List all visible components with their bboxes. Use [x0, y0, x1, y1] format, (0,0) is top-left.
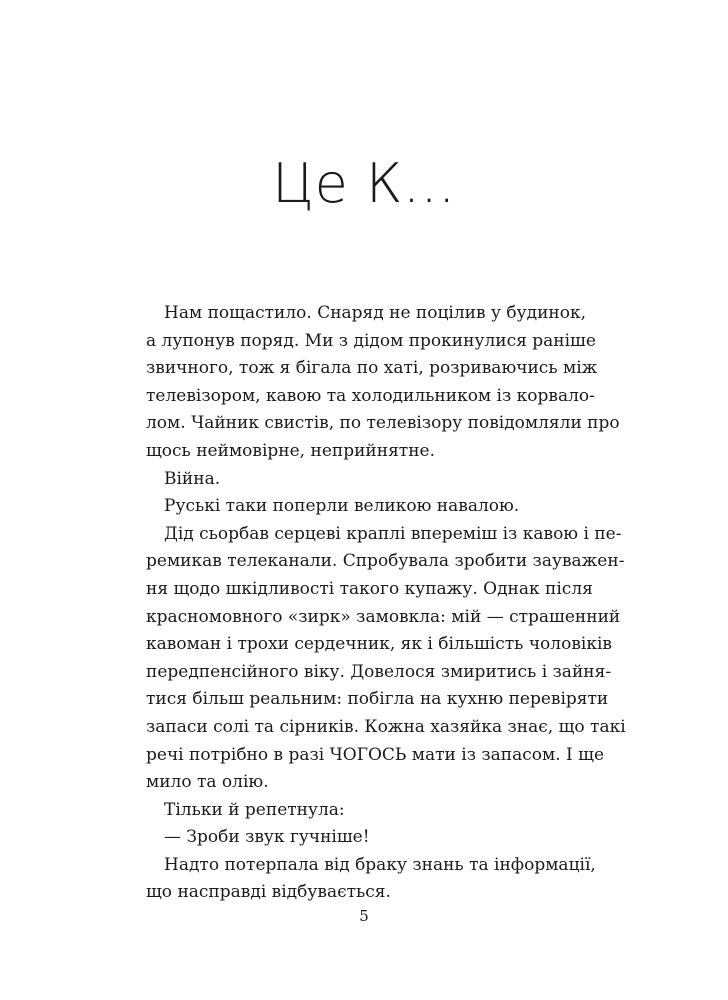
paragraph [146, 521, 626, 797]
chapter-title: Це К... [272, 152, 456, 215]
text-line: кавоман і трохи сердечник, як і більшість чоловіків [146, 634, 612, 655]
text-line: Руські таки поперли великою навалою. [164, 496, 520, 517]
text-line: Нам пощастило. Снаряд не поцілив у будинок, [164, 303, 587, 323]
paragraph [146, 300, 620, 466]
text-line: красномовного «зирк» замовкла: мій — страшенний [146, 606, 621, 627]
text-line: мило та олію. [146, 772, 269, 793]
text-line: — Зроби звук гучніше! [164, 827, 370, 848]
text-line: ня щодо шкідливості такого купажу. Однак після [146, 578, 593, 599]
paragraph [146, 852, 596, 907]
text-line: Надто потерпала від браку знань та інформації, [164, 854, 596, 875]
text-line: ремикав телеканали. Спробувала зробити зауважен- [146, 551, 625, 572]
text-line: Війна. [164, 468, 221, 489]
text-line: Тільки й репетнула: [164, 799, 345, 820]
text-line: звичного, тож я бігала по хаті, розриваючись між [146, 358, 598, 379]
text-line: лом. Чайник свистів, по телевізору повідомляли про [146, 413, 620, 434]
paragraph [146, 493, 583, 521]
text-line: тися більш реальним: побігла на кухню перевіряти [146, 689, 609, 710]
chapter-body-text [146, 300, 626, 907]
paragraph [146, 466, 583, 494]
text-line: телевізором, кавою та холодильником із корвало- [146, 385, 595, 406]
text-line: речі потрібно в разі ЧОГОСЬ мати із запасом. І ще [146, 744, 605, 765]
text-line: Дід сьорбав серцеві краплі впереміш із кавою і пе- [164, 523, 622, 544]
text-line: що насправді відбувається. [146, 882, 391, 903]
paragraph [146, 824, 583, 852]
paragraph [146, 797, 583, 825]
text-line: а лупонув поряд. Ми з дідом прокинулися раніше [146, 330, 596, 351]
page-number: 5 [359, 907, 369, 925]
text-line: передпенсійного віку. Довелося змиритись і зайня- [146, 661, 612, 682]
text-line: запаси солі та сірників. Кожна хазяйка знає, що такі [146, 716, 626, 737]
text-line: щось неймовірне, неприйнятне. [146, 440, 436, 461]
